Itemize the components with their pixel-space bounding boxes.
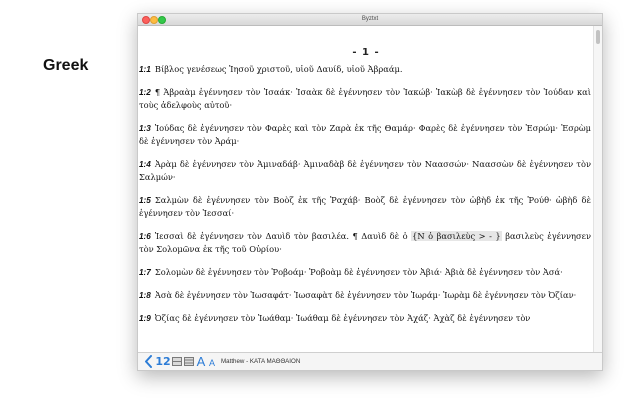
single-column-icon[interactable] [171,357,183,366]
chapter-heading: - 1 - [352,47,380,58]
bottom-toolbar [138,352,602,370]
vertical-scrollbar[interactable] [593,26,602,352]
textual-variant[interactable]: {N ὁ βασιλεὺς > - } [412,231,501,241]
verse-text: Ἀρὰμ δὲ ἐγέννησεν τὸν Ἀμιναδάβ· Ἀμιναδὰβ δὲ ἐγέννησεν τὸν Ναασσών· Ναασσὼν δὲ ἐγέννησεν τὸν Σαλμών· [139,159,591,182]
window-title: Byztxt [361,16,379,22]
verse-number: 1:5 [139,196,151,205]
verse-text: Βίβλος γενέσεως Ἰησοῦ χριστοῦ, υἱοῦ Δαυίδ, υἱοῦ Ἀβραάμ. [154,64,403,74]
verse-text: Ἰεσσαὶ δὲ ἐγέννησεν τὸν Δαυὶδ τὸν βασιλέα. ¶ Δαυὶδ δὲ ὁ [154,231,408,241]
verse-text: Ἀσὰ δὲ ἐγέννησεν τὸν Ἰωσαφάτ· Ἰωσαφὰτ δὲ ἐγέννησεν τὸν Ἰωράμ· Ἰωρὰμ δὲ ἐγέννησεν τὸν Ὀζίαν· [154,290,577,300]
verse [138,312,594,325]
verse-number: 1:2 [139,88,151,97]
verse-text: Ἰούδας δὲ ἐγέννησεν τὸν Φαρὲς καὶ τὸν Ζαρὰ ἐκ τῆς Θαμάρ· Φαρὲς δὲ ἐγέννησεν τὸν Ἐσρώμ· Ἐσρὼμ δὲ ἐγέννησεν τὸν Ἀράμ· [139,123,591,146]
verse-number: 1:8 [139,291,151,300]
book-selector[interactable]: Matthew - ΚΑΤΑ ΜΑΘΘΑΙΟΝ [221,358,301,365]
scrollbar-thumb[interactable] [596,30,600,44]
verse [138,230,594,256]
verse-number: 1:1 [139,65,151,74]
verse-text: Σαλμὼν δὲ ἐγέννησεν τὸν Βοὸζ ἐκ τῆς Ῥαχάβ· Βοὸζ δὲ ἐγέννησεν τὸν ὠβὴδ ἐκ τῆς Ῥούθ· ὠβὴδ δὲ ἐγέννησεν τὸν Ἰεσσαί· [139,195,591,218]
verse-text: βασιλεὺς ἐγέννησεν τὸν Σολομῶνα ἐκ τῆς τοῦ Οὐρίου· [139,231,592,254]
chapter-number-toggle[interactable]: 12 [155,355,171,368]
verse [138,63,594,76]
verse-text: Σολομὼν δὲ ἐγέννησεν τὸν Ῥοβοάμ· Ῥοβοὰμ δὲ ἐγέννησεν τὸν Ἀβιά· Ἀβιὰ δὲ ἐγέννησεν τὸν Ἀσά· [154,267,563,277]
decrease-font-button[interactable]: A [208,358,215,368]
chevron-left-icon[interactable] [141,355,155,368]
verse [138,266,594,279]
verse-text: Ὀζίας δὲ ἐγέννησεν τὸν Ἰωάθαμ· Ἰωάθαμ δὲ ἐγέννησεν τὸν Ἀχάζ· Ἀχὰζ δὲ ἐγέννησεν τὸν [154,313,531,323]
verse-number: 1:7 [139,268,151,277]
language-label: Greek [43,57,89,74]
verse [138,194,594,220]
verse-text: ¶ Ἀβραὰμ ἐγέννησεν τὸν Ἰσαάκ· Ἰσαὰκ δὲ ἐγέννησεν τὸν Ἰακώβ· Ἰακὼβ δὲ ἐγέννησεν τὸν Ἰούδαν καὶ τοὺς ἀδελφοὺς αὐτοῦ· [139,87,591,110]
verse [138,158,594,184]
verse-number: 1:4 [139,160,151,169]
verse [138,122,594,148]
app-window [137,13,603,371]
verse-number: 1:9 [139,314,151,323]
increase-font-button[interactable]: A [196,354,206,369]
verse [138,86,594,112]
verse [138,289,594,302]
verse-number: 1:3 [139,124,151,133]
text-view[interactable] [138,26,594,352]
double-column-icon[interactable] [183,357,195,366]
verse-number: 1:6 [139,232,151,241]
title-bar [138,14,602,26]
